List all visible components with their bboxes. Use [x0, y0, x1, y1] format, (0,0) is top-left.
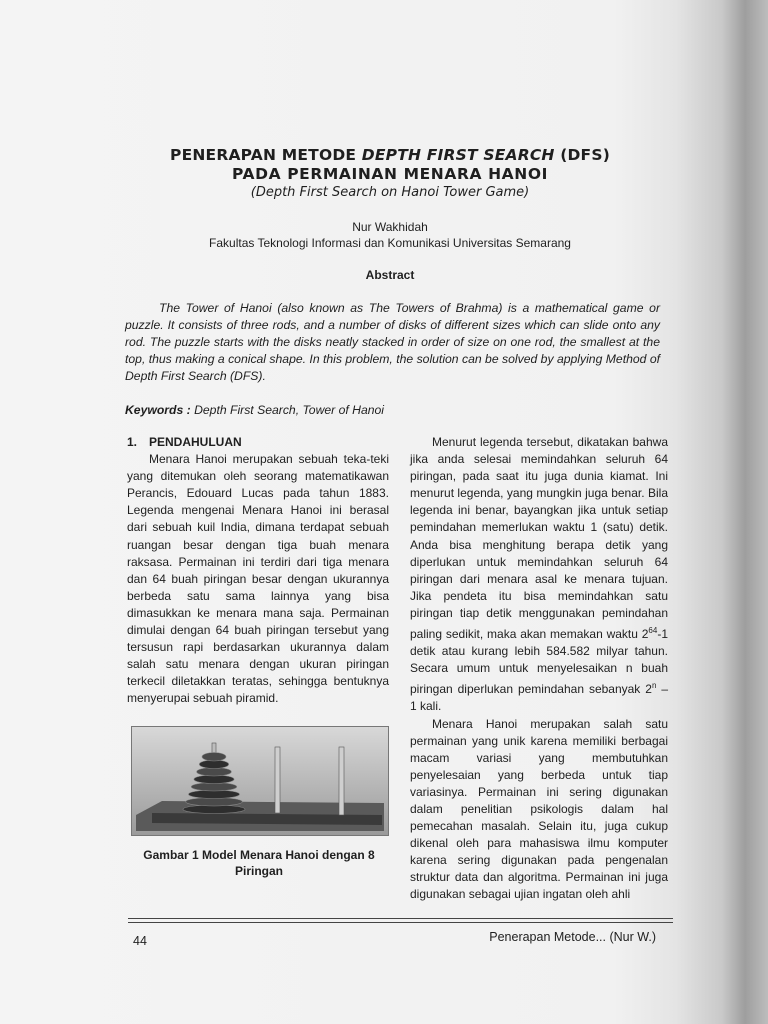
usage-paragraph: Menara Hanoi merupakan salah satu permainan yang unik karena memiliki berbagai macam variasi yang membutuhkan penyelesaian yang berbeda untuk tiap variasinya. Permainan ini sering digunakan dalam penelitian psikologis dalam hal pemecahan masalah. Selain itu, juga cukup dikenal oleh para mahasiswa ilmu komputer karena sering digunakan pada pengenalan struktur data dan algoritma. Permainan ini juga digunakan sebagai ujian ingatan oleh ahli	[410, 716, 668, 902]
running-title: Penerapan Metode... (Nur W.)	[489, 930, 656, 944]
footer-rule-bottom	[128, 922, 673, 923]
author-affiliation: Fakultas Teknologi Informasi dan Komunikasi Universitas Semarang	[209, 236, 571, 250]
paper-title-line1: PENERAPAN METODE DEPTH FIRST SEARCH (DFS)	[170, 146, 610, 164]
hanoi-rod-middle	[275, 747, 280, 813]
keywords-label: Keywords :	[125, 403, 191, 417]
left-column	[127, 434, 389, 708]
right-column	[410, 434, 668, 904]
author-name: Nur Wakhidah	[352, 220, 428, 234]
paper-title-line2: PADA PERMAINAN MENARA HANOI	[232, 165, 548, 183]
paper-title-italic: DEPTH FIRST SEARCH	[361, 146, 555, 164]
keywords	[125, 403, 525, 417]
figure-caption: Gambar 1 Model Menara Hanoi dengan 8 Piringan	[143, 848, 375, 878]
abstract-heading: Abstract	[365, 268, 415, 282]
section-title: PENDAHULUAN	[149, 435, 242, 449]
hanoi-base	[152, 813, 382, 825]
legend-paragraph: Menurut legenda tersebut, dikatakan bahwa jika anda selesai memindahkan seluruh 64 piringan, pada saat itu juga dunia kiamat. Ini menurut legenda, yang mungkin juga benar. Bila legenda ini benar, bayangkan jika untuk setiap pemindahan memerlukan waktu 1 (satu) detik. Anda bisa menghitung berapa detik yang diperlukan untuk memindahkan seluruh 64 piringan dari menara asal ke menara tujuan. Jika pendeta itu bisa memindahkan satu piringan tiap detik menggunakan pemindahan paling sedikit, maka akan memakan waktu $2^{64}-1$ detik atau kurang lebih 584.582 milyar tahun. Secara umum untuk menyelesaikan n buah piringan diperlukan pemindahan sebanyak 2$^n$ – 1 kali.	[410, 435, 669, 714]
hanoi-tower-illustration	[132, 727, 388, 835]
section-heading	[127, 434, 389, 451]
intro-paragraph: Menara Hanoi merupakan sebuah teka-teki yang ditemukan oleh seorang matematikawan Perancis, Edouard Lucas pada tahun 1883. Legenda mengenai Menara Hanoi ini berasal dari sebuah kuil India, dimana terdapat sebuah ruangan besar dengan tiga buah menara raksasa. Permainan ini terdiri dari tiga menara dan 64 buah piringan besar dengan ukurannya berbeda satu sama lainnya yang bisa dimasukkan ke menara mana saja. Permainan dimulai dengan 64 buah piringan tersebut yang tersusun rapi berdasarkan ukurannya dalam salah satu menara dengan ukuran piringan terkecil diletakkan teratas, sehingga bentuknya menyerupai sebuah piramid.	[127, 452, 389, 706]
hanoi-disk	[202, 753, 226, 762]
figure-hanoi-tower-image	[131, 726, 389, 836]
hanoi-rod-right	[339, 747, 344, 815]
abstract-text: The Tower of Hanoi (also known as The Towers of Brahma) is a mathematical game or puzzle. It consists of three rods, and a number of disks of different sizes which can slide onto any rod. The puzzle starts with the disks neatly stacked in order of size on one rod, the smallest at the top, thus making a conical shape. In this problem, the solution can be solved by applying Method of Depth First Search (DFS).	[125, 301, 660, 383]
footer-rule-top	[128, 918, 673, 919]
keywords-text: Depth First Search, Tower of Hanoi	[190, 403, 384, 417]
section-number: 1.	[127, 435, 138, 449]
page-number: 44	[133, 934, 147, 948]
paper-subtitle: (Depth First Search on Hanoi Tower Game)	[250, 185, 530, 200]
